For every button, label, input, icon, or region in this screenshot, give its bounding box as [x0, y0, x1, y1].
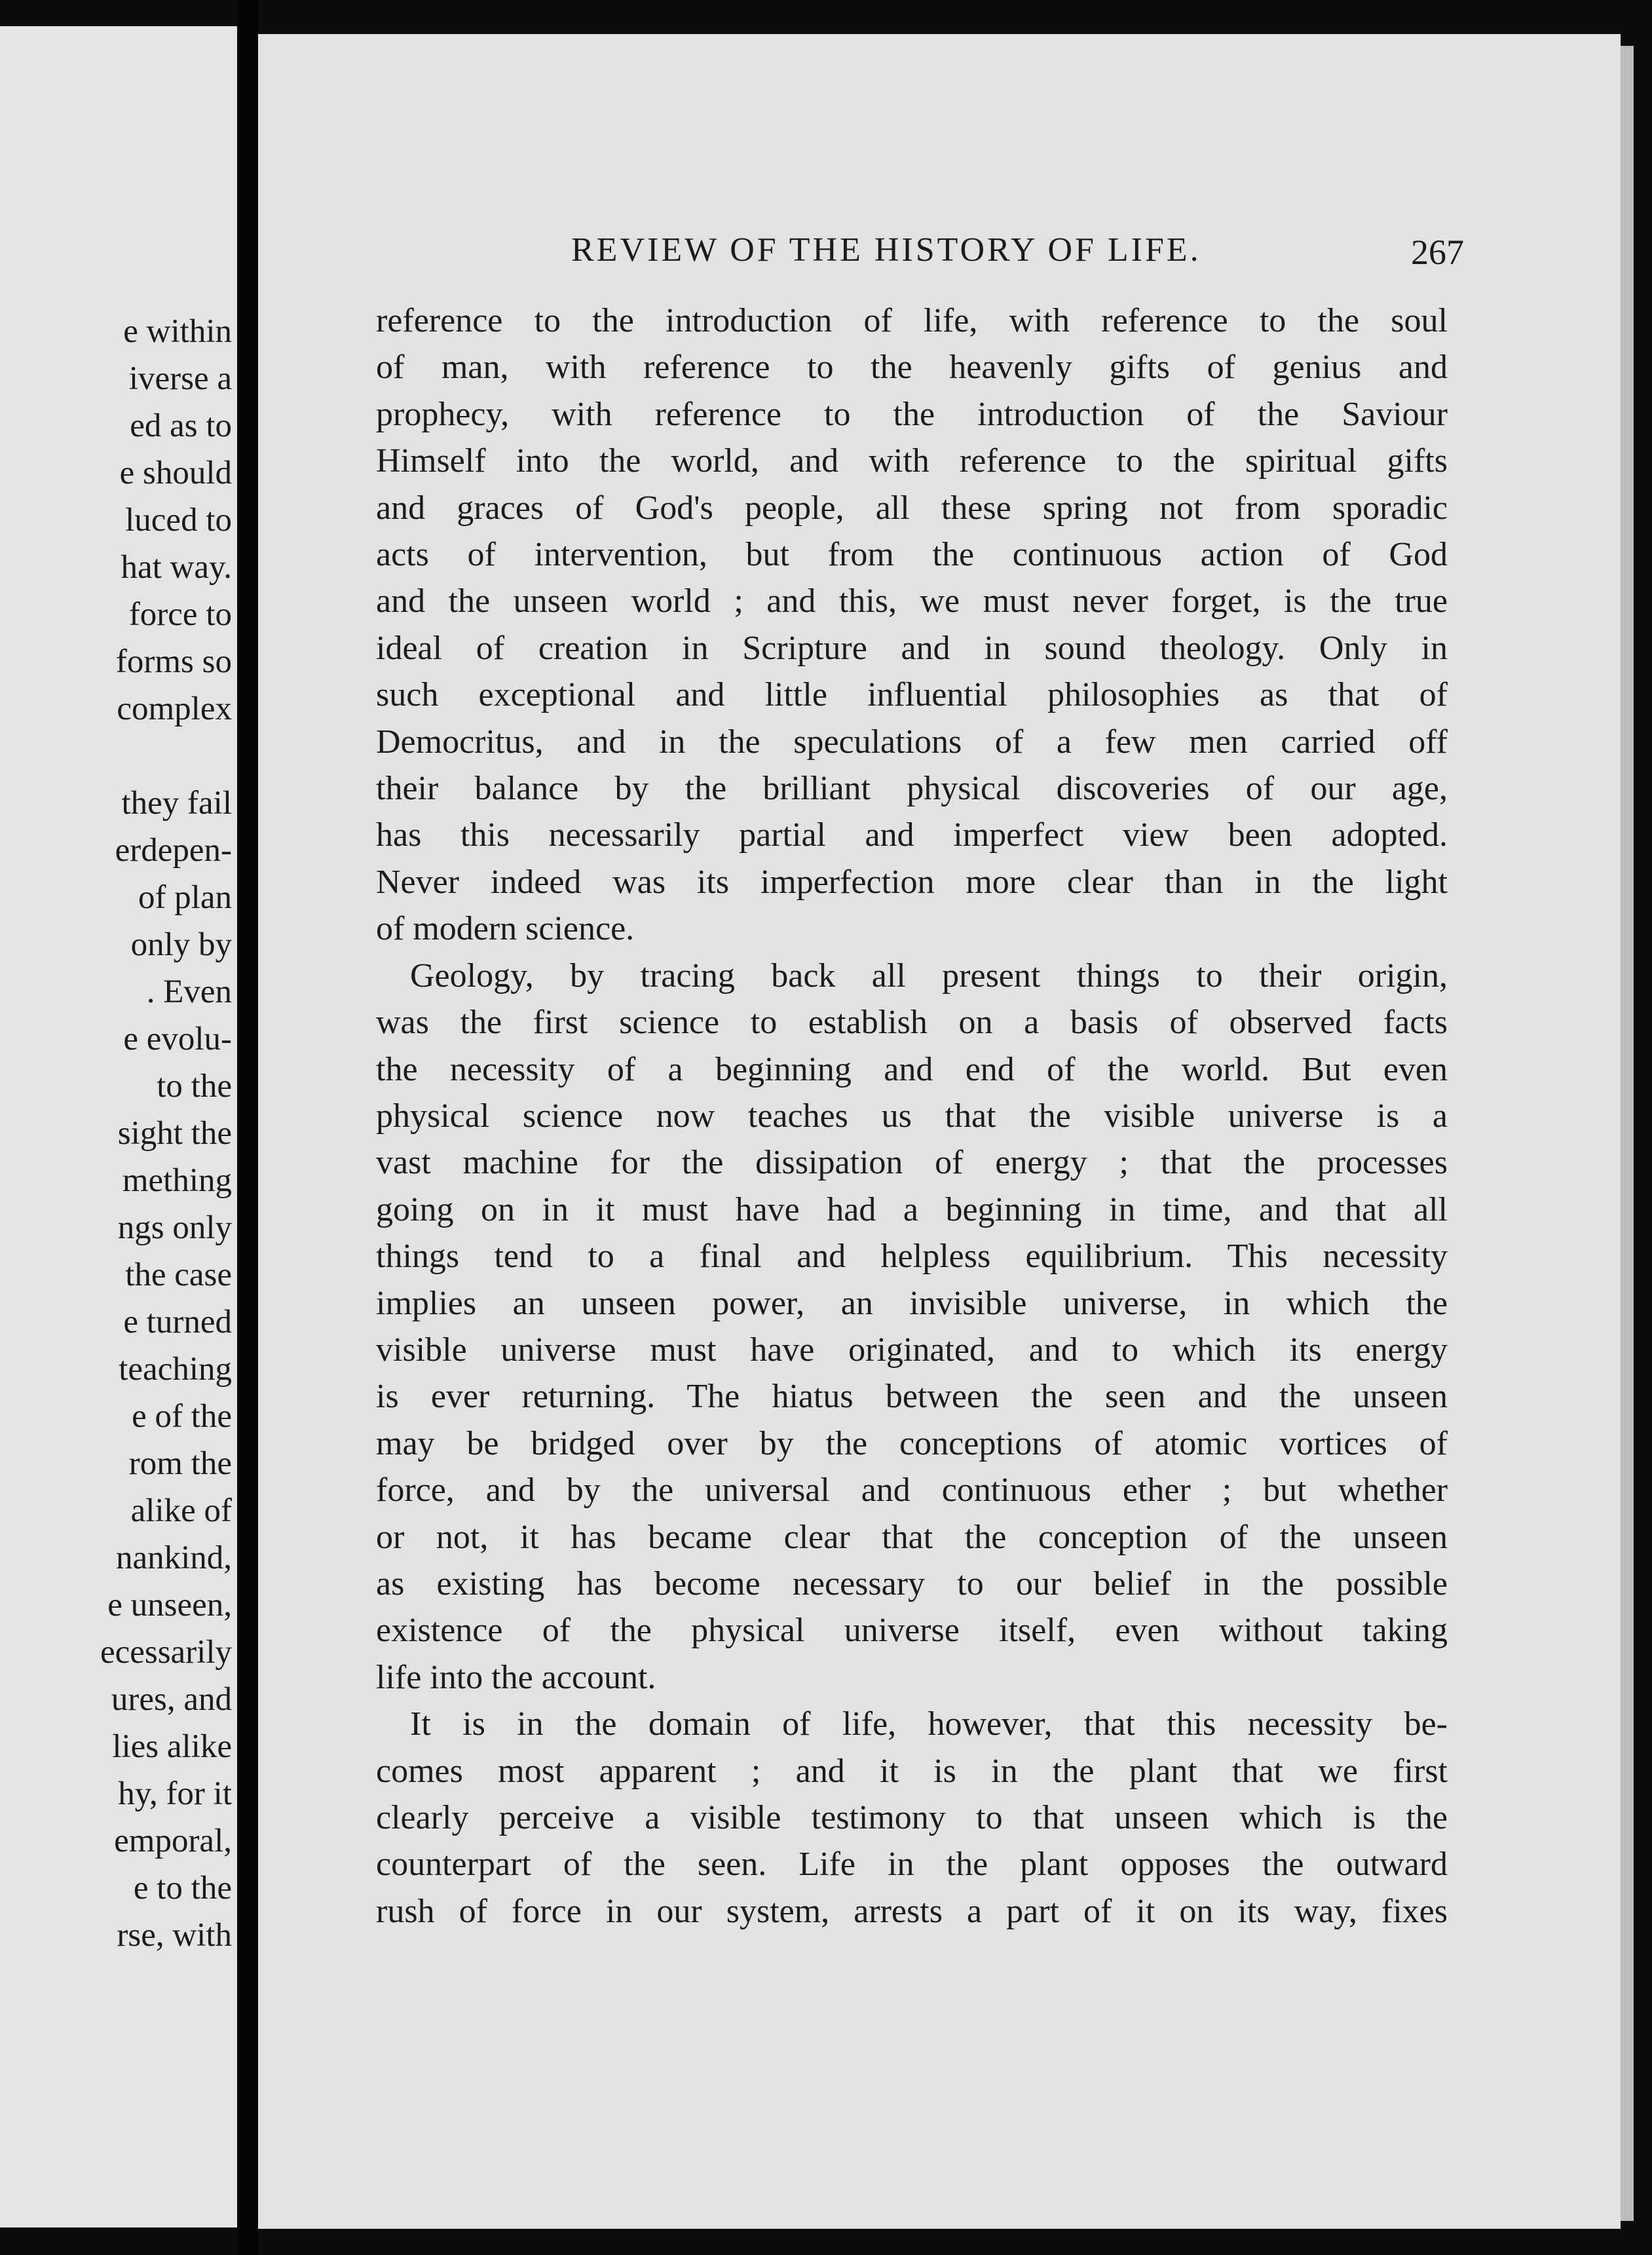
- left-page: [0, 26, 237, 2227]
- text-line: has this necessarily partial and imperfect view been adopted.: [376, 816, 1448, 854]
- left-page-line: alike of: [130, 1492, 232, 1529]
- left-page-line: ures, and: [111, 1681, 232, 1718]
- left-page-line: e to the: [133, 1870, 232, 1906]
- text-line: acts of intervention, but from the continuous action of God: [376, 536, 1448, 574]
- left-page-line: teaching: [119, 1351, 232, 1388]
- text-line: of modern science.: [376, 910, 635, 948]
- left-page-line: complex: [117, 691, 232, 727]
- left-page-line: hat way.: [121, 549, 232, 586]
- text-line: is ever returning. The hiatus between the seen and the unseen: [376, 1378, 1448, 1416]
- text-line: their balance by the brilliant physical discoveries of our age,: [376, 770, 1448, 808]
- left-page-line: erdepen-: [115, 832, 232, 869]
- left-page-line: to the: [157, 1068, 232, 1105]
- text-line: Democritus, and in the speculations of a few men carried off: [376, 723, 1448, 761]
- running-header-title: REVIEW OF THE HISTORY OF LIFE.: [571, 231, 1201, 269]
- left-page-line: e turned: [123, 1304, 232, 1340]
- left-page-line: luced to: [125, 502, 232, 539]
- text-line: life into the account.: [376, 1658, 656, 1696]
- text-line: Geology, by tracing back all present things to their origin,: [410, 957, 1448, 995]
- left-page-line: e should: [119, 455, 232, 491]
- text-line: may be bridged over by the conceptions of atomic vortices of: [376, 1424, 1448, 1462]
- text-line: or not, it has became clear that the conception of the unseen: [376, 1518, 1448, 1556]
- text-line: vast machine for the dissipation of energy ; that the processes: [376, 1144, 1448, 1182]
- left-page-line: e within: [123, 313, 232, 350]
- text-line: Never indeed was its imperfection more clear than in the light: [376, 863, 1448, 901]
- text-line: counterpart of the seen. Life in the plant opposes the outward: [376, 1846, 1448, 1884]
- left-page-line: they fail: [121, 785, 232, 822]
- text-line: going on in it must have had a beginning in time, and that all: [376, 1190, 1448, 1228]
- left-page-line: hy, for it: [118, 1775, 232, 1812]
- text-line: was the first science to establish on a basis of observed facts: [376, 1004, 1448, 1042]
- text-line: the necessity of a beginning and end of the world. But even: [376, 1050, 1448, 1088]
- left-page-line: sight the: [117, 1115, 232, 1152]
- right-page: [258, 34, 1621, 2229]
- text-line: It is in the domain of life, however, that this necessity be-: [410, 1705, 1448, 1743]
- text-line: existence of the physical universe itself, even without taking: [376, 1612, 1448, 1650]
- text-line: rush of force in our system, arrests a part of it on its way, fixes: [376, 1892, 1448, 1930]
- running-header: [258, 231, 1621, 283]
- left-page-line: ed as to: [130, 407, 232, 444]
- text-line: force, and by the universal and continuous ether ; but whether: [376, 1471, 1448, 1509]
- left-page-line: ecessarily: [100, 1634, 232, 1671]
- left-page-line: . Even: [146, 974, 232, 1010]
- text-line: prophecy, with reference to the introduction of the Saviour: [376, 395, 1448, 433]
- left-page-line: of plan: [138, 879, 232, 916]
- left-page-text: [0, 308, 232, 1959]
- text-line: and the unseen world ; and this, we must never forget, is the true: [376, 582, 1448, 620]
- paragraph: [376, 297, 1448, 953]
- left-page-line: forms so: [115, 643, 232, 680]
- text-line: as existing has become necessary to our belief in the possible: [376, 1564, 1448, 1602]
- left-page-line: rom the: [128, 1445, 232, 1482]
- text-line: of man, with reference to the heavenly gifts of genius and: [376, 349, 1448, 387]
- text-line: reference to the introduction of life, with reference to the soul: [376, 302, 1448, 339]
- left-page-line: mething: [122, 1162, 232, 1199]
- left-page-line: ngs only: [117, 1209, 232, 1246]
- left-page-line: the case: [125, 1257, 232, 1293]
- text-line: implies an unseen power, an invisible universe, in which the: [376, 1284, 1448, 1322]
- left-page-line: e evolu-: [123, 1021, 232, 1057]
- left-page-line: iverse a: [128, 360, 232, 397]
- paragraph: [376, 1701, 1448, 1935]
- body-text: [376, 297, 1448, 1935]
- text-line: such exceptional and little influential philosophies as that of: [376, 676, 1448, 714]
- left-page-line: only by: [130, 926, 232, 963]
- left-page-line: e unseen,: [107, 1587, 232, 1623]
- text-line: clearly perceive a visible testimony to that unseen which is the: [376, 1799, 1448, 1836]
- text-line: things tend to a final and helpless equilibrium. This necessity: [376, 1238, 1448, 1276]
- paragraph: [376, 953, 1448, 1701]
- text-line: comes most apparent ; and it is in the plant that we first: [376, 1752, 1448, 1790]
- left-page-line: e of the: [132, 1398, 232, 1435]
- text-line: visible universe must have originated, and to which its energy: [376, 1331, 1448, 1369]
- left-page-line: lies alike: [112, 1728, 232, 1765]
- text-line: Himself into the world, and with reference to the spiritual gifts: [376, 442, 1448, 480]
- text-line: and graces of God's people, all these spring not from sporadic: [376, 489, 1448, 527]
- left-page-line: force to: [128, 596, 232, 633]
- text-line: ideal of creation in Scripture and in sound theology. Only in: [376, 629, 1448, 667]
- left-page-line: rse, with: [117, 1917, 232, 1954]
- page-edge: [1621, 46, 1634, 2221]
- left-page-line: [0, 732, 232, 780]
- left-page-line: emporal,: [114, 1823, 232, 1859]
- page-number: 267: [1411, 233, 1464, 272]
- text-line: physical science now teaches us that the visible universe is a: [376, 1097, 1448, 1135]
- book-spine: [237, 0, 258, 2255]
- left-page-line: nankind,: [115, 1540, 232, 1576]
